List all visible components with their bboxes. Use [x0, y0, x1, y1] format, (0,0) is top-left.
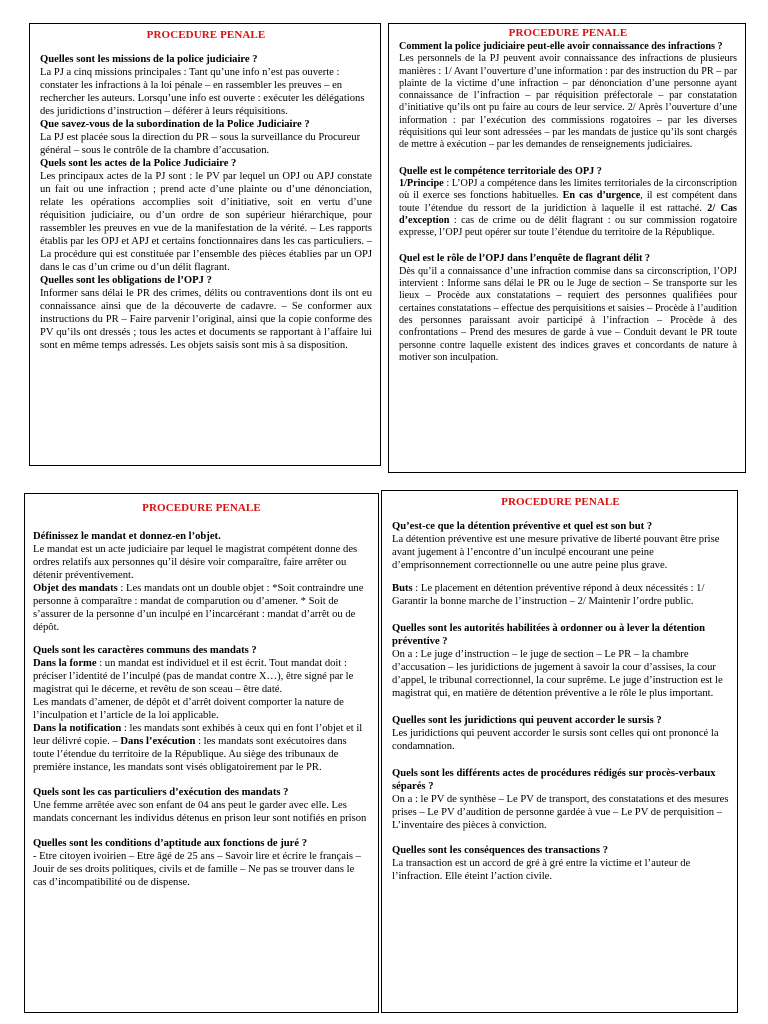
answer-forme: Dans la forme : un mandat est individuel et il est écrit. Tout mandat doit : préciser l’identité de l’inculpé (pas de mandat contre X…), être signé par le magistrat qui le décerne, et revêtu de son sceau – être daté. — [33, 658, 354, 695]
answer-missions: La PJ a cinq missions principales : Tant qu’une info n’est pas ouverte : constater les infractions à la loi pénale – en rassembler les preuves – en rechercher les auteurs. Lorsqu’une info est ouverte : exécuter les délégations des juridictions d’instruction – déférer à leurs réquisitions. — [40, 67, 365, 117]
answer-actes: Les principaux actes de la PJ sont : le PV par lequel un OPJ ou APJ constate un fait ou une infraction ; prend acte d’une plainte ou d’une dénonciation, relate les opérations accomplies soit d’initiative, soit en vertu d’une réquisition judiciaire, ou d’un ordre de son supérieur hiérarchique, pour rassembler les preuves en vue de la manifestation de la vérité. – Les rapports établis par les OPJ et APJ et certains fonctionnaires dans les cas particuliers. – La procédure qui est constituée par l’ensemble des pièces établies par un OPJ dans le cas d’un crime ou d’un délit flagrant. — [40, 171, 372, 273]
question-detention: Qu’est-ce que la détention préventive et quel est son but ? — [392, 521, 653, 532]
question-missions: Quelles sont les missions de la police judiciaire ? — [40, 54, 258, 65]
answer-objet-mandats: Objet des mandats : Les mandats ont un double objet : *Soit contraindre une personne à comparaître : mandat de comparution ou d’amener. * Soit de s’assurer de la personne d’un inculpé en l’incarcérant : mandat d’arrêt ou de dépôt. — [33, 583, 364, 633]
answer-jure: - Etre citoyen ivoirien – Etre âgé de 25 ans – Savoir lire et écrire le français – Jouir de ses droits politiques, civils et de famille – Ne pas se trouver dans le cas d’incompatibilité ou de dispense. — [33, 851, 361, 888]
lead-exception: 2/ Cas d’exception — [399, 202, 737, 226]
card-title: PROCEDURE PENALE — [501, 496, 620, 508]
question-competence: Quelle est le compétence territoriale des OPJ ? — [399, 165, 602, 177]
answer-notification: Dans la notification : les mandats sont exhibés à ceux qui en font l’objet et il leur délivré copie. – Dans l’exécution : les mandats sont exécutoires dans toute l’étendue du territoire de la République. Au siège des tribunaux de première instance, les mandats sont visés obligatoirement par le PR. — [33, 723, 363, 773]
question-flagrant: Quel est le rôle de l’OPJ dans l’enquête de flagrant délit ? — [399, 253, 650, 265]
answer-competence: 1/Principe : L’OPJ a compétence dans les limites territoriales de la circonscription où il exerce ses fonctions habituelles. En cas d’urgence, il est compétent dans toute l’étendue du ressort de la juridiction à laquelle il est rattaché. 2/ Cas d’exception : cas de crime ou de délit flagrant : ou sur commission rogatoire expresse, l’OPJ peut opérer sur toute l’étendue du territoire de la République. — [399, 177, 737, 239]
lead-notification: Dans la notification — [33, 723, 122, 734]
answer-transactions: La transaction est un accord de gré à gré entre la victime et l’auteur de l’infraction. Elle éteint l’action civile. — [392, 858, 691, 882]
card-title: PROCEDURE PENALE — [508, 27, 628, 39]
answer-autorites: On a : Le juge d’instruction – le juge de section – Le PR – la chambre d’accusation – les juridictions de jugement à savoir la cour d’assises, la cour d’appel, le tribunal correctionnel, la cour suprême. Le juge d’instruction est le magistrat qui, en matière de détention préventive a le rôle le plus important. — [392, 649, 723, 699]
question-mandat: Définissez le mandat et donnez-en l’objet. — [33, 531, 221, 542]
question-transactions: Quelles sont les conséquences des transactions ? — [392, 845, 608, 856]
answer-connaissance: Les personnels de la PJ peuvent avoir connaissance des infractions de plusieurs manières : 1/ Avant l’ouverture d’une information : par des instruction du PR – par plainte de la victime d’une infraction – par dénonciation d’une personne ayant connaissance de l’infraction – par réquisition préfectorale – par constatation d’initiative qu’ils ont pu faire au cours de leur service. 2/ Après l’ouverture d’une information : par l’exécution des commissions rogatoires – par les diverses réquisitions qui leur sont adressées – par les mandats de justice qu’ils sont chargés de mettre à exécution – par les demandes de renseignements judiciaires. — [399, 53, 737, 151]
answer-sursis: Les juridictions qui peuvent accorder le sursis sont celles qui ont prononcé la condamnation. — [392, 728, 719, 752]
question-autorites: Quelles sont les autorités habilitées à ordonner ou à lever la détention préventive ? — [392, 623, 705, 647]
answer-subordination: La PJ est placée sous la direction du PR – sous la surveillance du Procureur général – sous le contrôle de la chambre d’accusation. — [40, 132, 361, 156]
lead-buts: Buts — [392, 583, 413, 594]
answer-nature: Les mandats d’amener, de dépôt et d’arrêt doivent comporter la nature de l’inculpation et l’article de la loi applicable. — [33, 697, 344, 721]
lead-principe: 1/Principe — [399, 177, 444, 189]
lead-forme: Dans la forme — [33, 658, 97, 669]
question-cas-particuliers: Quels sont les cas particuliers d’exécution des mandats ? — [33, 787, 289, 798]
answer-obligations: Informer sans délai le PR des crimes, délits ou contraventions dont ils ont eu connaissance ainsi que de la découverte de cadavre. – Se conformer aux instructions du PR – Faire parvenir l’original, ainsi que la copie conforme des PV qu’ils ont dressés ; tous les actes et documents se rapportant à l’affaire lui sont en même temps adressés. Les objets saisis sont mis à sa disposition. — [40, 288, 372, 351]
question-connaissance: Comment la police judiciaire peut-elle avoir connaissance des infractions ? — [399, 41, 723, 52]
answer-detention: La détention préventive est une mesure privative de liberté pouvant être prise avant jugement à l’encontre d’un inculpé encourant une peine d’emprisonnement correctionnelle ou une autre peine plus grave. — [392, 534, 720, 571]
question-subordination: Que savez-vous de la subordination de la Police Judiciaire ? — [40, 119, 310, 130]
lead-objet: Objet des mandats — [33, 583, 118, 594]
card-mandats — [24, 493, 379, 1013]
card-connaissance-infractions — [388, 23, 746, 473]
card-detention-preventive — [381, 490, 738, 1013]
question-obligations: Quelles sont les obligations de l’OPJ ? — [40, 275, 212, 286]
question-actes: Quels sont les actes de la Police Judiciaire ? — [40, 158, 237, 169]
lead-urgence: En cas d’urgence — [562, 190, 641, 202]
lead-execution: Dans l’exécution — [120, 736, 196, 747]
answer-proces-verbaux: On a : le PV de synthèse – Le PV de transport, des constatations et des mesures prises – Le PV d’audition de personne gardée à vue – Le PV de perquisition – L’inventaire des pièces à conviction. — [392, 794, 729, 831]
card-police-judiciaire — [29, 23, 381, 466]
question-caracteres: Quels sont les caractères communs des mandats ? — [33, 645, 257, 656]
answer-mandat: Le mandat est un acte judiciaire par lequel le magistrat compétent donne des ordres relatifs aux personnes qu’il désire voir comparaître, faire arrêter ou détenir préventivement. — [33, 544, 358, 581]
question-sursis: Quelles sont les juridictions qui peuvent accorder le sursis ? — [392, 715, 662, 726]
question-proces-verbaux: Quels sont les différents actes de procédures rédigés sur procès-verbaux séparés ? — [392, 768, 716, 792]
answer-cas-particuliers: Une femme arrêtée avec son enfant de 04 ans peut le garder avec elle. Les mandats concernant les individus détenus en prison leur sont notifiés en prison — [33, 800, 367, 824]
answer-buts: Buts : Le placement en détention préventive répond à deux nécessités : 1/ Garantir la bonne marche de l’instruction – 2/ Maintenir l’ordre public. — [392, 583, 705, 607]
card-title: PROCEDURE PENALE — [146, 29, 266, 41]
card-title: PROCEDURE PENALE — [142, 502, 261, 514]
question-jure: Quelles sont les conditions d’aptitude aux fonctions de juré ? — [33, 838, 307, 849]
answer-flagrant: Dès qu’il a connaissance d’une infraction commise dans sa circonscription, l’OPJ intervient : Informe sans délai le PR ou le Juge de section – Se transporte sur les lieux – Procède aux constatations – requiert des personnes qualifiées pour certaines constatations – effectue des perquisitions et saisies – Procède à l’audition des personnes paraissant avoir participé à l’infraction – Procède à des confrontations – Prend des mesures de garde à vue – Conduit devant le PR toute personne contre laquelle existent des indices graves et concordants de nature à motiver son inculpation. — [399, 265, 737, 363]
